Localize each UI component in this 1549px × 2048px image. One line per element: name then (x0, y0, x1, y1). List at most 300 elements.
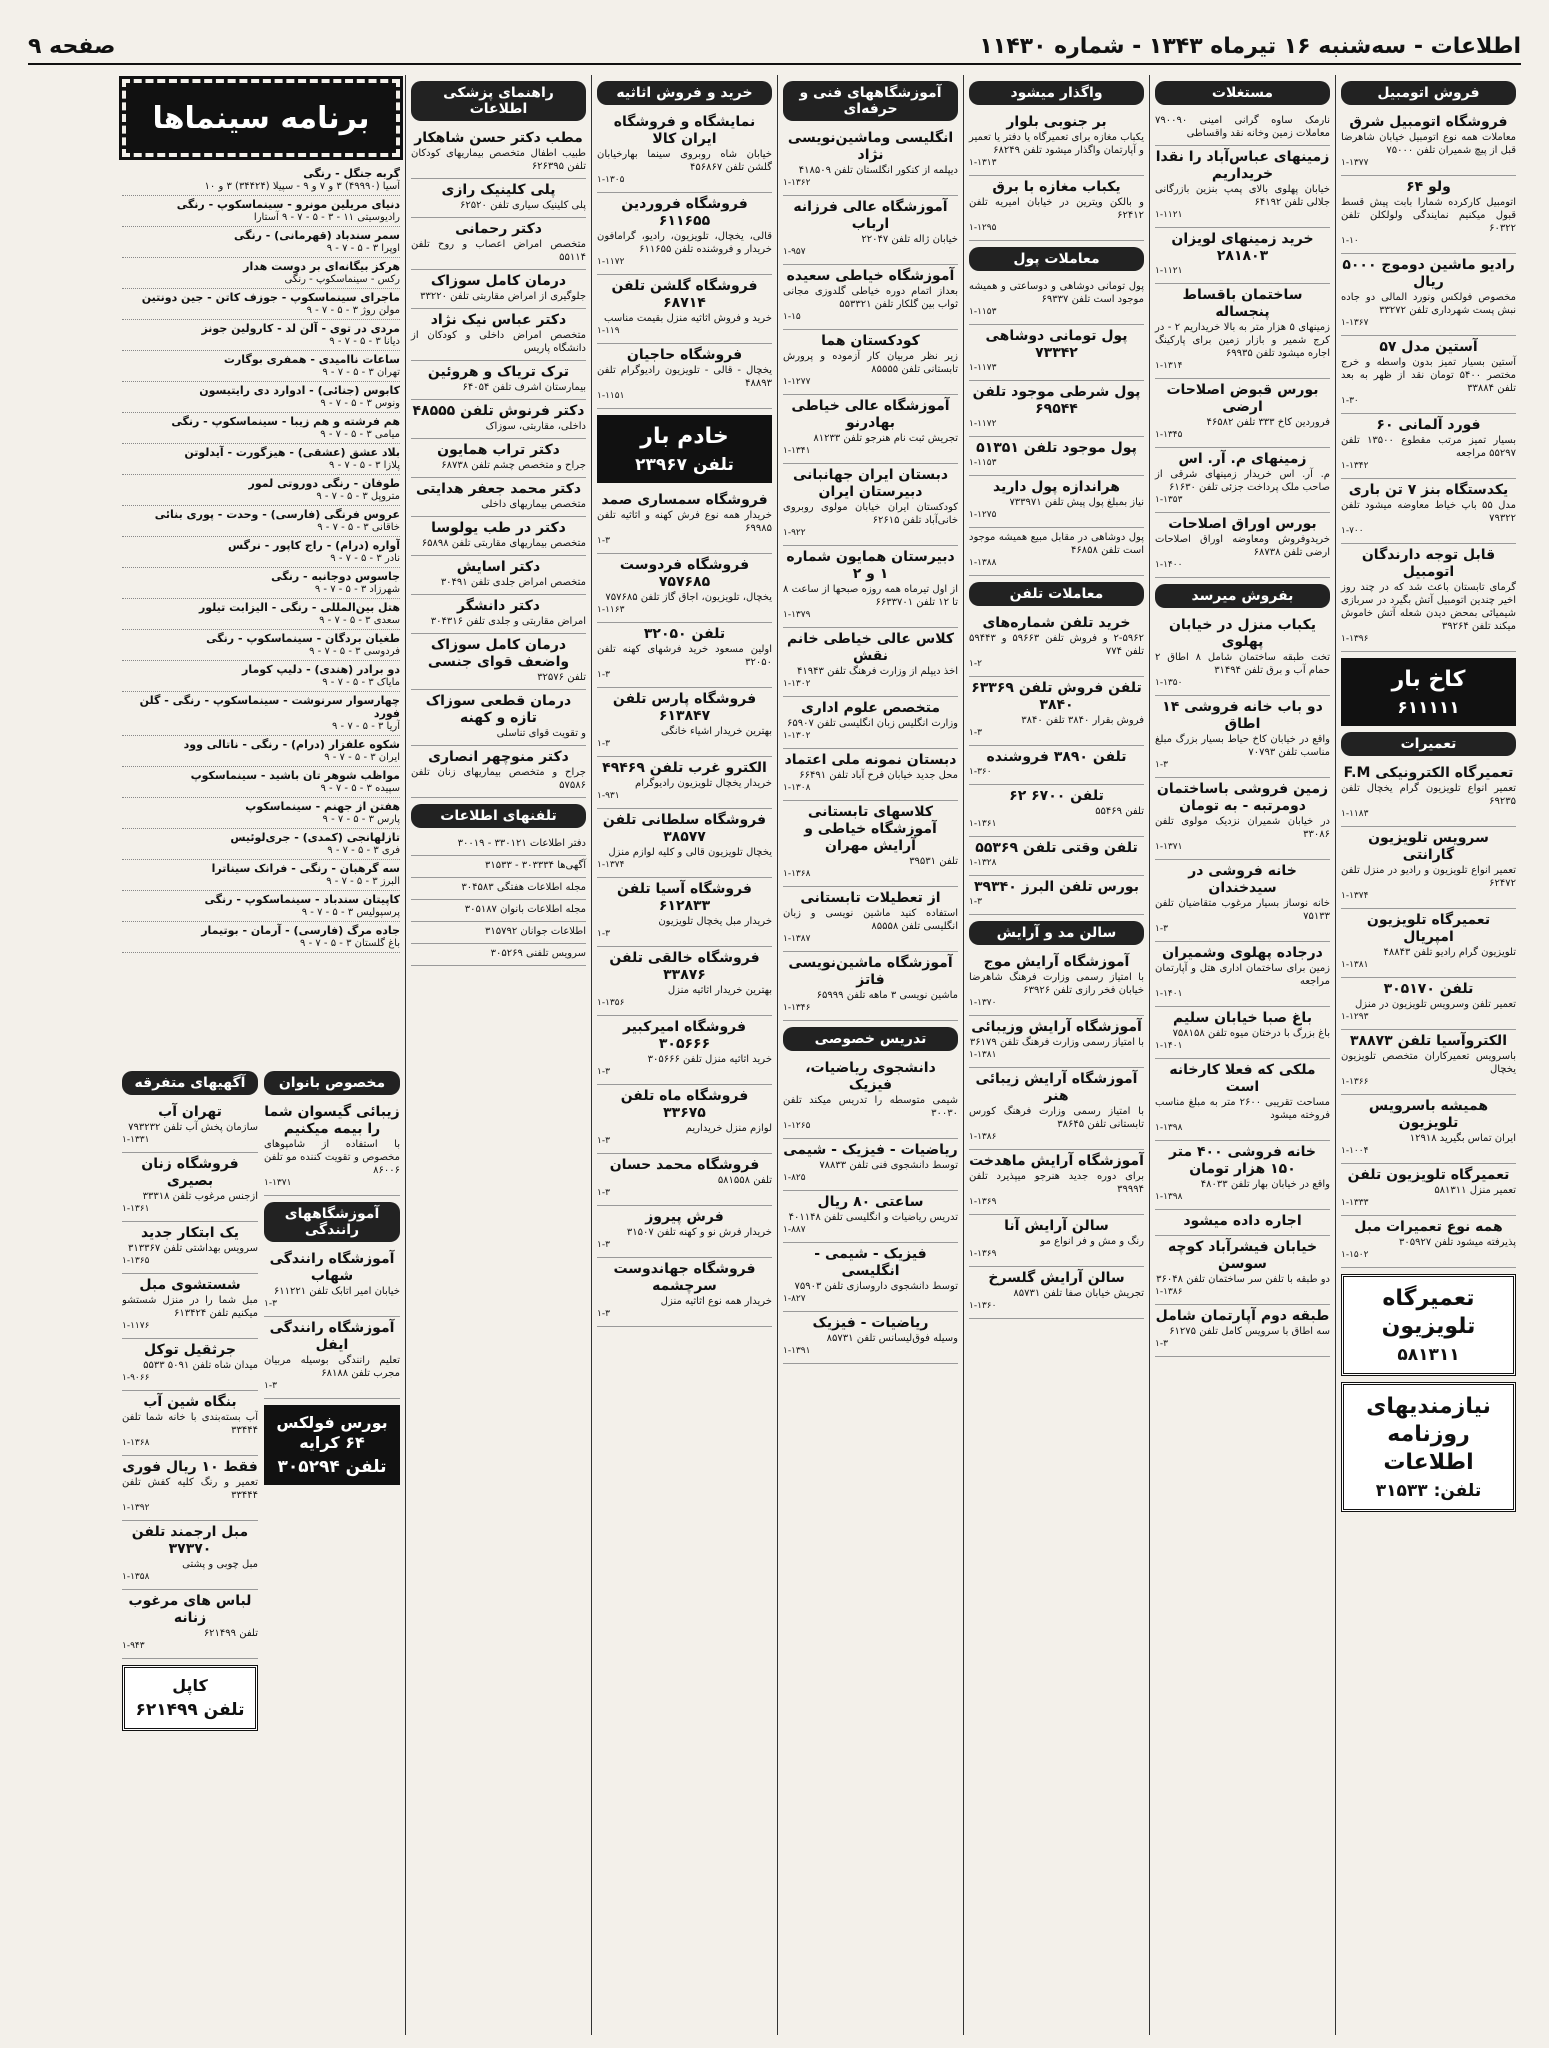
ad-code: ۱-۱۳۱۳ (969, 158, 997, 168)
ad-code: ۱-۱۳۷۱ (264, 1178, 292, 1188)
ad-code: ۱-۱۳۰۸ (783, 783, 811, 793)
film-title: کاپیتان سندباد - سینماسکوپ - رنگی (204, 893, 400, 906)
ad-headline: فروشگاه گلشن تلفن ۶۸۷۱۴ (611, 278, 758, 311)
ad-text: با امتیاز رسمی وزارت فرهنگ تلفن ۳۶۱۷۹ (969, 1037, 1144, 1048)
ad-text: تعلیم رانندگی بوسیله مربیان مجرب تلفن ۶۸۱۸۸ (264, 1355, 400, 1379)
ad-text: تجریش ثبت نام هنرجو تلفن ۸۱۲۳۳ (813, 433, 958, 444)
classified-ad (969, 176, 1144, 241)
classified-ad (969, 1215, 1144, 1267)
ad-text: خانه نوساز بسیار مرغوب متقاضیان تلفن ۷۵۱۳۳ (1155, 898, 1330, 922)
boxed-ad (597, 415, 772, 483)
ad-code: ۱-۱۲۷۵ (969, 510, 997, 520)
ad-text: مخصوص فولکس ونورد المالی دو جاده نبش پست شهرداری تلفن ۳۳۲۷۲ (1341, 292, 1516, 316)
boxed-ad-title: کاپل (172, 1676, 208, 1695)
section-header: معاملات تلفن (969, 582, 1144, 606)
ad-code: ۱-۳ (597, 1309, 610, 1319)
ad-text: خیابان شاه روبروی سینما بهارخیابان گلشن تلفن ۴۵۶۸۶۷ (597, 149, 772, 173)
masthead (28, 34, 1521, 65)
ad-text: زیر نظر مربیان کار آزموده و پرورش تابستانی تلفن ۸۵۵۵۵ (783, 351, 958, 375)
classified-ad (969, 785, 1144, 837)
ad-code: ۱-۱۳۰۲ (783, 679, 811, 689)
ad-headline: بنگاه شین آب (143, 1394, 237, 1410)
ad-code: ۱-۱۳۹۶ (1341, 634, 1369, 644)
cinema-listing (122, 630, 400, 661)
ads-list (1155, 614, 1330, 1357)
ad-text: باسرویس تعمیرکاران متخصص تلویزیون یخچال (1341, 1051, 1516, 1075)
ad-code: ۱-۱۳۶۶ (1341, 1077, 1369, 1087)
ad-text: امراض مقاربتی و جلدی تلفن ۳۰۴۳۱۶ (430, 616, 586, 627)
classified-ad (1155, 696, 1330, 778)
ad-code: ۱-۳ (264, 1299, 277, 1309)
ad-headline: آموزشگاه رانندگی ایفل (269, 1320, 395, 1353)
classified-ad (1341, 762, 1516, 827)
ad-text: یخچال - قالی - تلویزیون رادیوگرام تلفن ۴۸۸۹۳ (597, 365, 772, 389)
ad-code: ۱-۱۳۶۸ (122, 1438, 150, 1448)
ad-text: تجریش خیابان صفا تلفن ۸۵۷۳۱ (1013, 1288, 1144, 1299)
cinema-listing (122, 860, 400, 891)
ad-text: تلفن ۵۸۱۵۵۸ (717, 1175, 772, 1186)
ad-code: ۱-۱۳۹۸ (1155, 1192, 1183, 1202)
film-showtimes: رکس - سینماسکوپ - رنگی (284, 274, 400, 285)
ad-code: ۱-۱۲۹۵ (969, 223, 997, 233)
ad-headline: فروشگاه فروردین ۶۱۱۶۵۵ (621, 196, 748, 229)
ad-code: ۱-۱۳۴۵ (1155, 430, 1183, 440)
film-title: هتل بین‌المللی - رنگی - الیزابت تیلور (198, 601, 400, 614)
ad-text: پذیرفته میشود تلفن ۳۰۵۹۲۷ (1399, 1237, 1516, 1248)
ad-headline: دکتر عباس نیک نژاد (430, 312, 567, 328)
ad-text: متخصص امراض اعصاب و روح تلفن ۵۵۱۱۴ (411, 239, 586, 263)
section-header: مستغلات (1155, 81, 1330, 105)
classified-ad (783, 1139, 958, 1191)
ad-headline: الکترو غرب تلفن ۴۹۴۶۹ (602, 760, 767, 776)
classified-ad (969, 746, 1144, 785)
ad-headline: فرش پیروز (645, 1209, 724, 1225)
cinema-listing (122, 798, 400, 829)
ad-code: ۱-۹۲۲ (783, 528, 806, 538)
classified-ad (411, 595, 586, 634)
ad-headline: ساعتی ۸۰ ریال (817, 1194, 924, 1210)
film-showtimes: ایران ۳ - ۵ - ۷ - ۹ (324, 752, 400, 763)
film-showtimes: پارس ۳ - ۵ - ۷ - ۹ (322, 814, 400, 825)
classified-ad (122, 1274, 258, 1339)
ad-code: ۱-۱۳۶۱ (122, 1204, 150, 1214)
ad-text: توسط دانشجوی داروسازی تلفن ۷۵۹۰۳ (794, 1281, 958, 1292)
ad-text: سه اطاق با سرویس کامل تلفن ۶۱۲۷۵ (1169, 1326, 1330, 1337)
ad-text: تلفن ۶۲۱۴۹۹ (203, 1628, 258, 1639)
ad-text: تعمیر انواع تلویزیون گرام یخچال تلفن ۶۹۲۳۵ (1341, 783, 1516, 807)
ad-text: گرمای تابستان باعث شد که در چند روز اخیر چندین اتومبیل آتش بگیرد در سربازی شیمیائی بمحض دیدن شعله آتش خاموش میکند تلفن ۳۹۲۶۴ (1341, 582, 1516, 632)
ad-code: ۱-۳ (969, 897, 982, 907)
classified-ad (597, 554, 772, 623)
ad-text: تخت طبقه ساختمان شامل ۸ اطاق ۲ حمام آب و برق تلفن ۳۱۴۹۴ (1155, 652, 1330, 676)
ad-text: مساحت تقریبی ۲۶۰۰ متر به مبلغ مناسب فروخته میشود (1155, 1097, 1330, 1121)
ad-text: خریدار مبل یخچال تلویزیون (658, 916, 772, 927)
column-real-estate (1149, 75, 1335, 2035)
ad-text: تلفن ۵۵۴۶۹ (1095, 806, 1144, 817)
ad-headline: خانه فروشی ۴۰۰ متر ۱۵۰ هزار تومان (1169, 1144, 1316, 1177)
ad-text: سازمان پخش آب تلفن ۷۹۳۲۳۲ (128, 1122, 258, 1133)
classified-ad (411, 556, 586, 595)
ad-text: یکباب مغازه برای تعمیرگاه یا دفتر یا تعمیر و آپارتمان واگذار میشود تلفن ۶۸۲۴۹ (969, 132, 1144, 156)
ad-code: ۱-۱۰ (1341, 236, 1359, 246)
cinema-listing (122, 320, 400, 351)
ad-code: ۱-۳ (597, 536, 610, 546)
boxed-ad-title: نیازمندیهای روزنامه اطلاعات (1366, 1394, 1491, 1475)
cinema-listing (122, 413, 400, 444)
ad-text: یخچال، تلویزیون، اجاق گاز تلفن ۷۵۷۶۸۵ (605, 592, 772, 603)
ad-text: دو طبقه با تلفن سر ساختمان تلفن ۳۶۰۴۸ (1156, 1274, 1330, 1285)
ad-text: از اول تیرماه همه روزه صبحها از ساعت ۸ تا ۱۲ تلفن ۶۶۳۳۷۰۱ (783, 584, 958, 608)
ad-headline: متخصص علوم اداری (800, 700, 941, 716)
section-header: خرید و فروش اثاثیه (597, 81, 772, 105)
classified-ad (1155, 778, 1330, 860)
ad-code: ۱-۱۳۴۱ (783, 446, 811, 456)
classified-ad (1341, 544, 1516, 652)
classified-ad (597, 878, 772, 947)
ad-text: اخذ دیپلم از وزارت فرهنگ تلفن ۴۱۹۴۳ (797, 666, 958, 677)
ad-text: واقع در خیابان کاخ حیاط بسیار بزرگ مبلغ مناسب تلفن ۷۰۷۹۳ (1155, 734, 1330, 758)
cinema-listing (122, 537, 400, 568)
section-header: فروش اتومبیل (1341, 81, 1516, 105)
ad-headline: یکدستگاه بنز ۷ تن باری (1348, 482, 1509, 498)
section-header: آموزشگاههای رانندگی (264, 1202, 400, 1242)
ad-text: م. آر. اس خریدار زمینهای شرقی از صاحب ملک پرداخت جزئی تلفن ۶۱۶۳۰ (1155, 469, 1330, 493)
ad-headline: درجاده پهلوی وشمیران (1162, 945, 1323, 961)
classified-ad (1155, 1236, 1330, 1305)
ad-headline: مبل ارجمند تلفن ۳۷۳۷۰ (131, 1524, 249, 1557)
film-title: هفتن از جهنم - سینماسکوپ (245, 800, 400, 813)
classified-ad (597, 344, 772, 409)
classified-ad (783, 1191, 958, 1243)
ad-headline: ولو ۶۴ (1406, 179, 1451, 195)
ad-headline: از تعطیلات تابستانی (800, 890, 941, 906)
section-header: راهنمای پزشکی اطلاعات (411, 81, 586, 121)
ad-headline: تلفن ۳۸۹۰ فروشنده (986, 749, 1127, 765)
ad-code: ۱-۱۳۶۱ (969, 819, 997, 829)
ad-headline: پلی کلینیک رازی (441, 182, 556, 198)
ad-text: اتومبیل کارکرده شمارا بابت پیش قسط قبول میکنیم نمایندگی ولولکلن تلفن ۶۰۳۲۲ (1341, 197, 1516, 234)
ad-code: ۱-۹۰۶۶ (122, 1373, 150, 1383)
ad-headline: فروشگاه فردوست ۷۵۷۶۸۵ (619, 557, 750, 590)
section-header: سالن مد و آرایش (969, 921, 1144, 945)
ad-code: ۱-۳ (264, 1381, 277, 1391)
classified-ad (969, 1016, 1144, 1068)
classified-ad (122, 1101, 258, 1153)
classified-ad (597, 489, 772, 554)
classified-ad (264, 1101, 400, 1196)
ad-text: میدان شاه تلفن ۵۰۹۱ ۵۵۳۳ (143, 1360, 258, 1371)
classified-ad (264, 1248, 400, 1317)
film-showtimes: پلازا ۳ - ۵ - ۷ - ۹ (329, 460, 400, 471)
ad-text: رنگ و مش و فر انواع مو (1040, 1236, 1144, 1247)
ad-headline: خیابان فیشرآباد کوچه سوسن (1167, 1239, 1318, 1272)
ad-text: ازجنس مرغوب تلفن ۳۳۳۱۸ (142, 1191, 258, 1202)
ad-headline: کودکستان هما (821, 333, 920, 349)
film-showtimes: مولن روژ ۳ - ۵ - ۷ - ۹ (306, 305, 400, 316)
ad-headline: دکتر فرنوش تلفن ۴۸۵۵۵ (412, 403, 585, 419)
ad-headline: نمایشگاه و فروشگاه ایران کالا (613, 114, 756, 147)
ad-code: ۱-۹۴۳ (122, 1641, 145, 1651)
ad-text: خریدار فرش نو و کهنه تلفن ۳۱۵۰۷ (626, 1227, 772, 1238)
boxed-ad (1341, 658, 1516, 726)
film-showtimes: مایاک ۳ - ۵ - ۷ - ۹ (322, 677, 400, 688)
classified-ad (1341, 254, 1516, 336)
ad-headline: آموزشگاه خیاطی سعیده (786, 268, 955, 284)
ads-list (783, 1057, 958, 1364)
classified-ad (411, 478, 586, 517)
ad-text: و بالکن ویترین در خیابان امیریه تلفن ۶۲۴۱۲ (969, 197, 1144, 221)
ad-code: ۱-۱۳۸۸ (969, 558, 997, 568)
ad-text: تعمیر انواع تلویزیون و رادیو در منزل تلفن ۶۲۴۷۲ (1341, 865, 1516, 889)
classified-ad (122, 1153, 258, 1222)
ad-headline: اجاره داده میشود (1183, 1213, 1302, 1229)
classified-ad (597, 947, 772, 1016)
film-showtimes: سپیده ۳ - ۵ - ۷ - ۹ (320, 783, 400, 794)
ad-text: جراح و متخصص بیماریهای زنان تلفن ۵۷۵۸۶ (411, 767, 586, 791)
ad-headline: فروشگاه پارس تلفن ۶۱۳۸۴۷ (612, 691, 757, 724)
ad-code: ۱-۱۰۰۴ (1341, 1146, 1369, 1156)
boxed-ad (264, 1405, 400, 1485)
ad-headline: رادیو ماشین دوموج ۵۰۰۰ ریال (1342, 257, 1515, 290)
ad-headline: دبیرستان همایون شماره ۱ و ۲ (786, 549, 955, 582)
ad-text: خرید اثاثیه منزل تلفن ۳۰۵۶۶۶ (647, 1054, 772, 1065)
ad-code: ۱-۱۳۳۱ (122, 1135, 150, 1145)
ad-code: ۱-۱۱۵۳ (969, 307, 997, 317)
ad-text: معاملات همه نوع اتومبیل خیابان شاهرضا قبل از پیچ شمیران تلفن ۷۵۰۰۰ (1341, 132, 1516, 156)
ad-headline: دکتر دانشگر (457, 598, 540, 614)
ad-text: فروردین کاخ ۳۳۳ تلفن ۴۶۵۸۲ (1206, 417, 1330, 428)
ad-headline: دو باب خانه فروشی ۱۴ اطاق (1162, 699, 1323, 732)
classified-ad (597, 1206, 772, 1258)
cinema-listing (122, 258, 400, 289)
film-title: ماجرای سینماسکوپ - جوزف کاتن - جین دونتین (141, 291, 400, 304)
section-header: آگهیهای متفرقه (122, 1071, 258, 1095)
film-showtimes: رادیوسیتی ۱۱ - ۳ - ۵ - ۷ - ۹ آستارا (253, 212, 400, 223)
film-title: شکوه علفزار (درام) - رنگی - ناتالی وود (183, 738, 400, 751)
cinema-listing (122, 506, 400, 537)
ad-headline: بورس تلفن البرز ۳۹۳۴۰ (974, 879, 1139, 895)
classified-ad (783, 196, 958, 265)
ad-text: زمین برای ساختمان اداری هتل و آپارتمان مراجعه (1155, 963, 1330, 987)
cinema-listing (122, 196, 400, 227)
ad-headline: درمان قطعی سوزاک تازه و کهنه (425, 693, 572, 726)
film-showtimes: البرز ۳ - ۵ - ۷ - ۹ (326, 876, 400, 887)
classified-ad (411, 361, 586, 400)
film-showtimes: ونوس ۳ - ۵ - ۷ - ۹ (320, 398, 400, 409)
ad-headline: آموزشگاه آرایش زیبائی هنر (975, 1071, 1138, 1104)
ad-code: ۱-۱۴۰۱ (1155, 1041, 1183, 1051)
ad-headline: فقط ۱۰ ریال فوری (122, 1459, 258, 1475)
film-title: سمر سندباد (قهرمانی) - رنگی (233, 229, 400, 242)
classified-ad (783, 1057, 958, 1139)
boxed-ad-title: تعمیرگاه تلویزیون (1381, 1286, 1476, 1339)
classified-ad (597, 1016, 772, 1085)
ad-text: بعداز اتمام دوره خیاطی گلدوزی مجانی ثواب بین گلکار تلفن ۵۵۳۳۲۱ (783, 286, 958, 310)
ads-list (783, 127, 958, 1021)
ad-headline: ریاضیات - فیزیک (812, 1315, 929, 1331)
ad-text: پول دوشاهی در مقابل مبیع همیشه موجود است تلفن ۴۶۸۵۸ (969, 532, 1144, 556)
ad-code: ۱-۸۲۵ (783, 1173, 806, 1183)
ad-text: تعمیر و رنگ کلیه کفش تلفن ۳۳۴۴۴ (122, 1477, 258, 1501)
ad-text: تعمیر تلفن وسرویس تلویزیون در منزل (1355, 999, 1516, 1010)
ad-text: بهترین خریدار اشیاء خانگی (661, 726, 772, 737)
classified-ad (1155, 284, 1330, 379)
ad-code: ۱-۱۳۸۱ (969, 1050, 997, 1060)
ad-headline: یک ابتکار جدید (140, 1225, 240, 1241)
classified-ad (411, 634, 586, 690)
classified-ad (783, 801, 958, 887)
film-title: کابوس (جنائی) - ادوارد دی رایتیسون (199, 384, 400, 397)
ad-headline: تلفن ۳۰۵۱۷۰ (1383, 981, 1474, 997)
ad-headline: آموزشگاه آرایش وزیبائی (971, 1019, 1142, 1035)
classified-ad (969, 876, 1144, 915)
ads-list (411, 127, 586, 798)
ad-code: ۱-۱۱۷۲ (597, 257, 625, 267)
classified-ad (597, 111, 772, 193)
ad-text: تعمیر منزل ۵۸۱۳۱۱ (1434, 1185, 1516, 1196)
classified-ad (1155, 379, 1330, 448)
classified-ad (1155, 1305, 1330, 1357)
ad-text: در خیابان شمیران نزدیک مولوی تلفن ۳۳۰۸۶ (1155, 816, 1330, 840)
ad-headline: آموزشگاه عالی خیاطی بهادرنو (791, 398, 950, 431)
ad-code: ۱-۱۳۹۸ (1155, 1123, 1183, 1133)
classified-ad (1155, 942, 1330, 1007)
classified-ad (411, 309, 586, 361)
classified-ad (783, 265, 958, 330)
ad-text: متخصص امراض جلدی تلفن ۳۰۴۹۱ (440, 577, 586, 588)
ad-headline: ریاضیات - فیزیک - شیمی (783, 1142, 958, 1158)
ad-headline: فروشگاه سلطانی تلفن ۳۸۵۷۷ (602, 812, 767, 845)
film-showtimes: دیانا ۳ - ۵ - ۷ - ۹ (329, 336, 400, 347)
ad-text: بیمارستان اشرف تلفن ۶۴۰۵۴ (462, 382, 586, 393)
film-showtimes: متروپل ۳ - ۵ - ۷ - ۹ (316, 491, 400, 502)
ad-code: ۱-۹۵۷ (783, 247, 806, 257)
film-showtimes: اوپرا ۳ - ۵ - ۷ - ۹ (326, 243, 400, 254)
ad-headline: تعمیرگاه تلویزیون امپریال (1366, 912, 1491, 945)
film-showtimes: پرسپولیس ۳ - ۵ - ۷ - ۹ (301, 907, 400, 918)
ad-code: ۱-۱۳۹۲ (122, 1503, 150, 1513)
ad-code: ۱-۱۳۶۵ (122, 1256, 150, 1266)
column-cinema (117, 75, 405, 2035)
classified-ad (969, 677, 1144, 746)
film-title: جاده مرگ (فارسی) - آرمان - بوتیمار (201, 924, 400, 937)
ad-headline: بر جنوبی بلوار (1006, 114, 1107, 130)
ad-code: ۱-۳ (597, 929, 610, 939)
ad-text: با امتیاز رسمی وزارت فرهنگ کورس تابستانی تلفن ۳۸۶۴۵ (969, 1106, 1144, 1130)
ad-text: خرید و فروش اثاثیه منزل بقیمت مناسب (604, 313, 772, 324)
classified-ad (783, 464, 958, 546)
ad-code: ۱-۱۳۶۰ (969, 1301, 997, 1311)
ad-headline: فروشگاه اتومبیل شرق (1349, 114, 1508, 130)
classified-ad (969, 1150, 1144, 1215)
section-header: مخصوص بانوان (264, 1071, 400, 1095)
ad-text: اولین مسعود خرید فرشهای کهنه تلفن ۳۲۰۵۰ (597, 644, 772, 668)
columns (28, 75, 1521, 2035)
cinema-banner: برنامه سینماها (122, 79, 400, 157)
boxed-ad (1341, 1382, 1516, 1512)
ad-headline: زمینهای عباس‌آباد را نقدا خریداریم (1155, 149, 1330, 182)
classified-ad (783, 330, 958, 395)
ad-headline: دکتر رحمانی (455, 221, 542, 237)
ad-code: ۱-۱۳۵۶ (597, 998, 625, 1008)
section-header: واگذار میشود (969, 81, 1144, 105)
ad-text: آب بسته‌بندی با خانه شما تلفن ۳۳۴۴۴ (122, 1412, 258, 1436)
ads-list (1341, 111, 1516, 652)
boxed-ad-phone: تلفن ۳۰۵۲۹۴ (277, 1457, 387, 1477)
ad-headline: آموزشگاه رانندگی شهاب (269, 1251, 395, 1284)
ad-headline: ترک تریاک و هروئین (427, 364, 570, 380)
classified-ad (1155, 448, 1330, 513)
ads-list (1341, 762, 1516, 1268)
section-header: معاملات پول (969, 247, 1144, 271)
classified-ad (597, 623, 772, 688)
classified-ad (411, 218, 586, 270)
cinema-listing (122, 475, 400, 506)
ad-headline: ساختمان باقساط پنجساله (1182, 287, 1303, 320)
classified-ad (411, 400, 586, 439)
classified-ad (122, 1222, 258, 1274)
ad-headline: بورس اوراق اصلاحات (1168, 516, 1317, 532)
ad-code: ۱-۳ (597, 739, 610, 749)
ad-headline: سرویس تلویزیون گارانتی (1368, 830, 1489, 863)
boxed-ad (1341, 1274, 1516, 1376)
ad-headline: فروشگاه حاجیان (626, 347, 743, 363)
ad-text: متخصص بیماریهای مقاربتی تلفن ۶۵۸۹۸ (421, 538, 586, 549)
ad-text: استفاده کنید ماشین نویسی و زبان انگلیسی تلفن ۸۵۵۵۸ (783, 908, 958, 932)
ad-code: ۱-۱۱۲۱ (1155, 266, 1183, 276)
ad-headline: فیزیک - شیمی - انگلیسی (814, 1246, 927, 1279)
ad-code: ۱-۳ (597, 1240, 610, 1250)
classified-ad (1155, 146, 1330, 228)
ad-code: ۱-۱۳۷۴ (1341, 891, 1369, 901)
classified-ad (122, 1521, 258, 1590)
classified-ad (969, 476, 1144, 528)
ad-text: پول تومانی دوشاهی و دوساعتی و همیشه موجود است تلفن ۶۹۳۳۷ (969, 281, 1144, 305)
ad-text: خریدار یخچال تلویزیون رادیوگرام (635, 778, 772, 789)
ad-code: ۱-۱۳۵۸ (122, 1572, 150, 1582)
ad-headline: سالن آرایش آنا (1004, 1218, 1109, 1234)
classified-ad (1341, 1030, 1516, 1095)
ad-code: ۱-۱۳۷۱ (1155, 842, 1183, 852)
cinema-listing (122, 568, 400, 599)
ad-code: ۱-۱۲۷۷ (783, 377, 811, 387)
column-rentals (963, 75, 1149, 2035)
ad-code: ۱-۱۳۶۹ (969, 1249, 997, 1259)
ad-text: مدل ۵۵ باپ خیاط معاوضه میشود تلفن ۷۹۳۲۲ (1341, 500, 1516, 524)
ad-code: ۱-۳۰ (1341, 396, 1359, 406)
ad-text: توسط دانشجوی فنی تلفن ۷۸۸۳۳ (819, 1160, 958, 1171)
ad-headline: قابل توجه دارندگان اتومبیل (1361, 547, 1496, 580)
ad-code: ۱-۳ (1155, 1339, 1168, 1349)
film-showtimes: فری ۳ - ۵ - ۷ - ۹ (327, 845, 400, 856)
ad-code: ۱-۱۳۲۸ (969, 858, 997, 868)
ad-headline: دبستان نمونه ملی اعتماد (784, 752, 957, 768)
ad-code: ۱-۱۳۴۲ (1341, 461, 1369, 471)
classified-ad (411, 690, 586, 746)
classified-ad (1341, 1095, 1516, 1164)
film-title: تازلهانجی (کمدی) - جری‌لوئیس (230, 831, 400, 844)
classified-ad (1341, 479, 1516, 544)
classified-ad (969, 111, 1144, 176)
ad-text: ۲-۵۹۶۲ و فروش تلفن ۵۹۶۶۳ و ۵۹۴۴۳ تلفن ۷۷۴ (969, 633, 1144, 657)
ad-headline: خانه فروشی در سیدخندان (1188, 863, 1297, 896)
film-title: دو برادر (هندی) - دلیپ کومار (241, 663, 400, 676)
ad-code: ۱-۱۳۷۹ (783, 610, 811, 620)
classified-ad (597, 1085, 772, 1154)
ad-text: نیاز بمبلغ پول پیش تلفن ۷۳۳۹۷۱ (1009, 497, 1144, 508)
ad-headline: درمان کامل سوزاک (430, 273, 567, 289)
classified-ad (783, 546, 958, 628)
